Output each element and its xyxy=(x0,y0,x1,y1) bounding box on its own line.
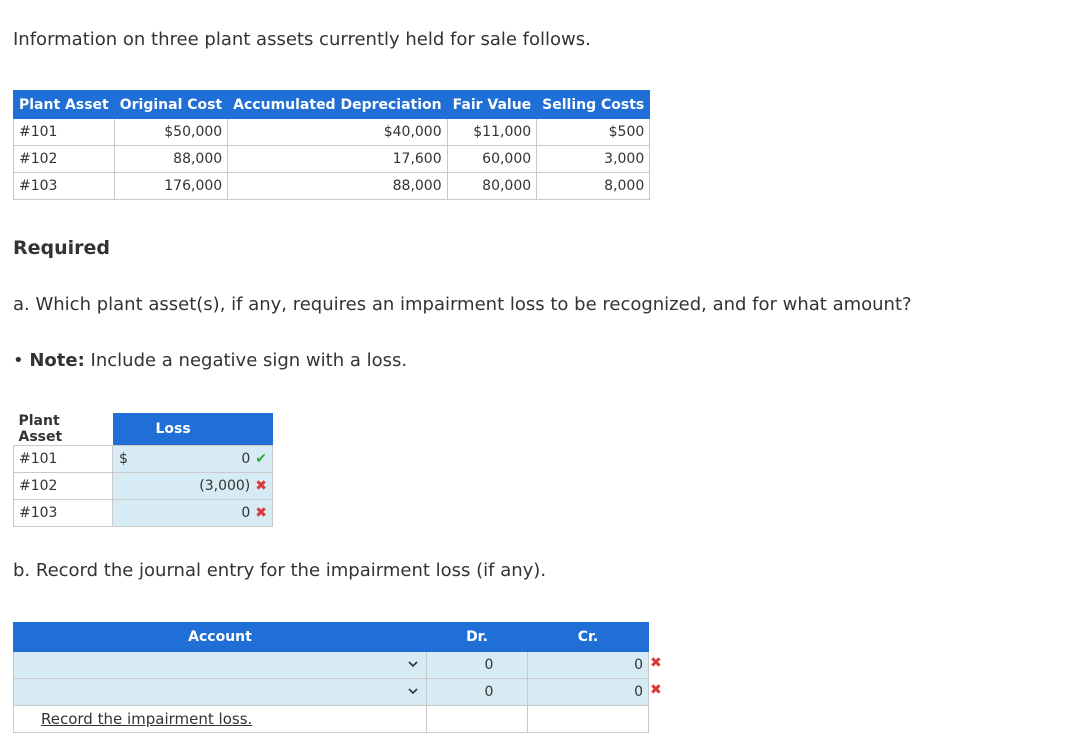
selling-costs-cell: 3,000 xyxy=(537,146,650,173)
table-row xyxy=(14,446,273,473)
fair-value-cell: 80,000 xyxy=(447,173,537,200)
loss-value: (3,000) xyxy=(199,478,251,494)
accumulated-depreciation-cell: 17,600 xyxy=(228,146,447,173)
table-row xyxy=(14,706,649,733)
credit-value: 0 xyxy=(634,657,643,673)
currency-symbol: $ xyxy=(119,451,128,467)
plant-asset-info-table xyxy=(13,90,650,200)
debit-value: 0 xyxy=(484,684,494,700)
asset-id-cell: #101 xyxy=(14,119,115,146)
journal-header-credit: Cr. xyxy=(528,623,649,652)
loss-table-header-row xyxy=(14,413,273,446)
empty-cell xyxy=(427,706,528,733)
table-row xyxy=(14,679,649,706)
loss-header-plant-asset: Plant Asset xyxy=(14,413,113,446)
note-text xyxy=(13,350,407,371)
credit-input[interactable] xyxy=(528,679,649,706)
original-cost-cell: 88,000 xyxy=(114,146,227,173)
info-table-header-row xyxy=(14,91,650,119)
original-cost-cell: 176,000 xyxy=(114,173,227,200)
journal-entry-table xyxy=(13,622,649,733)
journal-header-row xyxy=(14,623,649,652)
asset-id-cell: #102 xyxy=(14,146,115,173)
header-fair-value: Fair Value xyxy=(447,91,537,119)
credit-input[interactable] xyxy=(528,652,649,679)
selling-costs-cell: $500 xyxy=(537,119,650,146)
loss-header-loss: Loss xyxy=(113,413,273,446)
header-original-cost: Original Cost xyxy=(114,91,227,119)
account-select[interactable] xyxy=(14,679,427,706)
debit-input[interactable] xyxy=(427,679,528,706)
loss-input-103[interactable] xyxy=(113,500,273,527)
x-icon: ✖ xyxy=(650,655,662,671)
journal-header-account: Account xyxy=(14,623,427,652)
loss-value: 0 xyxy=(241,451,251,467)
chevron-down-icon xyxy=(408,658,418,670)
accumulated-depreciation-cell: 88,000 xyxy=(228,173,447,200)
header-accumulated-depreciation: Accumulated Depreciation xyxy=(228,91,447,119)
table-row xyxy=(14,173,650,200)
loss-value: 0 xyxy=(241,505,251,521)
selling-costs-cell: 8,000 xyxy=(537,173,650,200)
table-row xyxy=(14,146,650,173)
note-bullet: • xyxy=(13,350,24,371)
original-cost-cell: $50,000 xyxy=(114,119,227,146)
table-row xyxy=(14,500,273,527)
loss-input-101[interactable] xyxy=(113,446,273,473)
credit-value: 0 xyxy=(634,684,643,700)
note-body: Include a negative sign with a loss. xyxy=(90,350,408,371)
debit-input[interactable] xyxy=(427,652,528,679)
record-impairment-loss-link[interactable]: Record the impairment loss. xyxy=(41,710,253,728)
header-selling-costs: Selling Costs xyxy=(537,91,650,119)
required-heading: Required xyxy=(13,237,111,259)
loss-table xyxy=(13,413,273,527)
loss-asset-cell: #101 xyxy=(14,446,113,473)
account-select[interactable] xyxy=(14,652,427,679)
accumulated-depreciation-cell: $40,000 xyxy=(228,119,447,146)
header-plant-asset: Plant Asset xyxy=(14,91,115,119)
table-row xyxy=(14,473,273,500)
x-icon: ✖ xyxy=(650,682,662,698)
empty-cell xyxy=(528,706,649,733)
journal-header-debit: Dr. xyxy=(427,623,528,652)
asset-id-cell: #103 xyxy=(14,173,115,200)
fair-value-cell: $11,000 xyxy=(447,119,537,146)
x-icon: ✖ xyxy=(255,478,267,494)
table-row xyxy=(14,119,650,146)
record-link-cell xyxy=(14,706,427,733)
x-icon: ✖ xyxy=(255,505,267,521)
loss-input-102[interactable] xyxy=(113,473,273,500)
note-label: Note: xyxy=(29,350,85,371)
check-icon: ✔ xyxy=(255,451,267,467)
question-b-text: b. Record the journal entry for the impairment loss (if any). xyxy=(13,560,547,581)
fair-value-cell: 60,000 xyxy=(447,146,537,173)
intro-text: Information on three plant assets currently held for sale follows. xyxy=(13,29,591,50)
loss-asset-cell: #103 xyxy=(14,500,113,527)
chevron-down-icon xyxy=(408,685,418,697)
loss-asset-cell: #102 xyxy=(14,473,113,500)
question-a-text: a. Which plant asset(s), if any, requires an impairment loss to be recognized, and for what amount? xyxy=(13,294,912,315)
debit-value: 0 xyxy=(484,657,494,673)
table-row xyxy=(14,652,649,679)
